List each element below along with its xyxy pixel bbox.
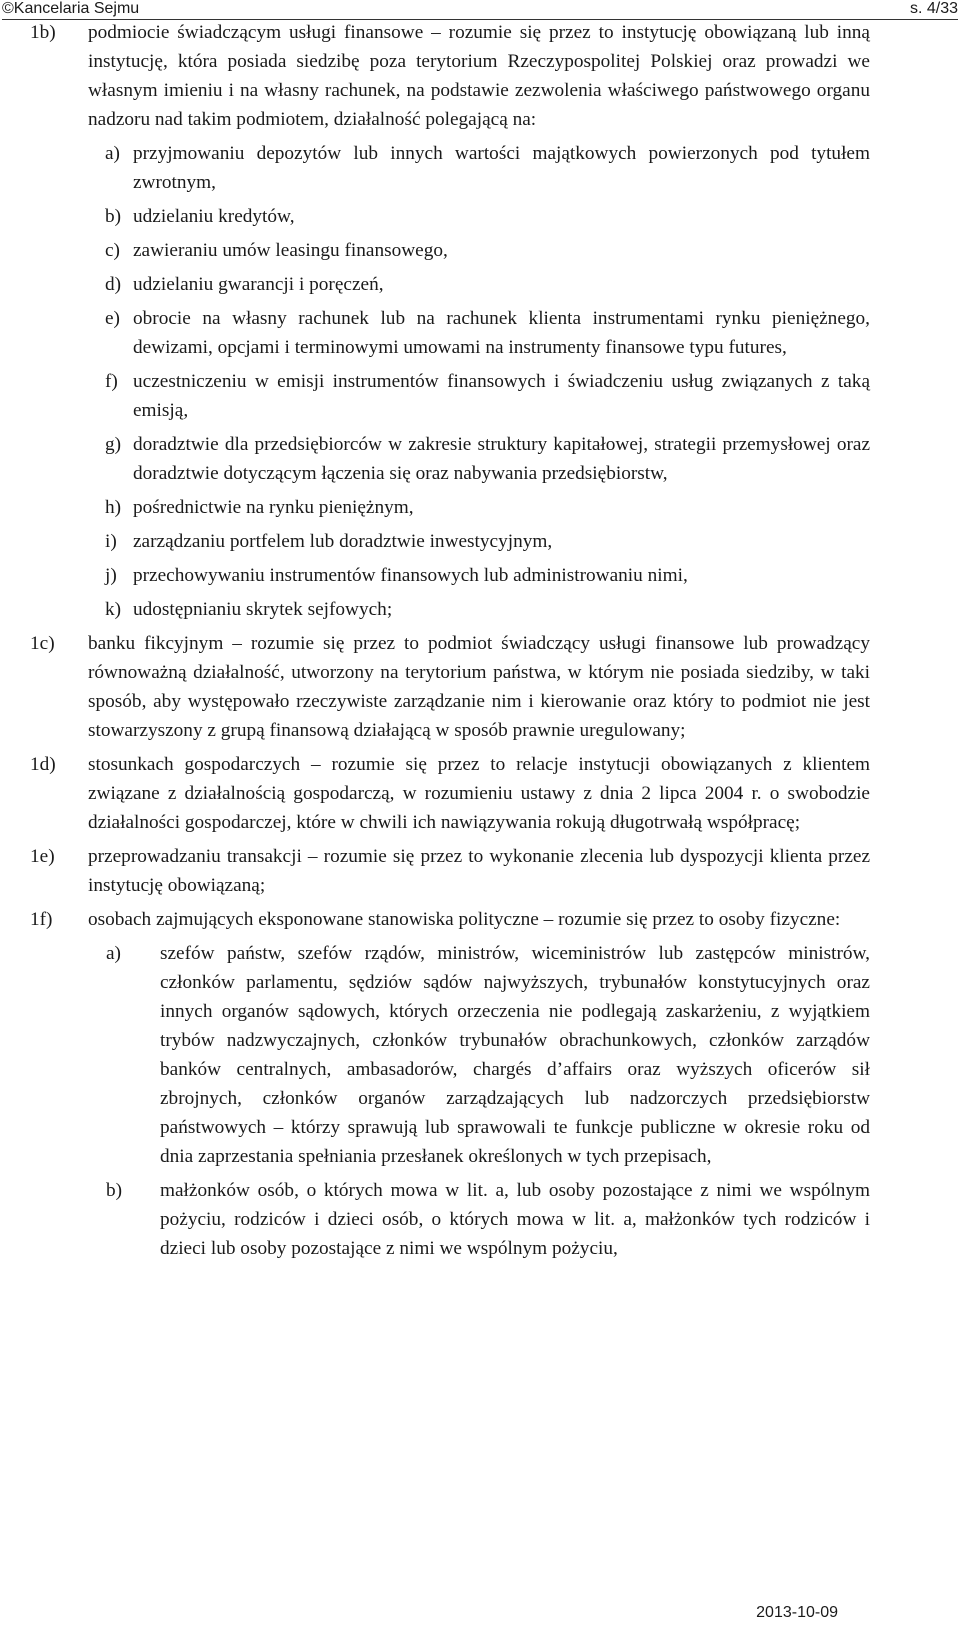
list-item-1b-b [30, 202, 870, 231]
definition-1d [30, 750, 870, 837]
footer-date: 2013-10-09 [756, 1604, 838, 1621]
list-item-label: h) [105, 497, 122, 518]
list-item-1b-e [30, 304, 870, 362]
list-item-label: d) [105, 274, 122, 295]
list-item-label: k) [105, 599, 122, 620]
list-item-label: i) [105, 531, 117, 552]
list-item-label: b) [106, 1180, 123, 1201]
list-item-1b-a [30, 139, 870, 197]
list-item-text: udostępnianiu skrytek sejfowych; [133, 599, 393, 620]
list-item-text: doradztwie dla przedsiębiorców w zakresie struktury kapitałowej, strategii przemysłowej oraz doradztwie dotyczącym łączenia się oraz nabywania przedsiębiorstw, [133, 434, 870, 484]
list-item-text: przechowywaniu instrumentów finansowych lub administrowaniu nimi, [133, 565, 688, 586]
definition-1c [30, 629, 870, 745]
list-item-text: udzielaniu gwarancji i poręczeń, [133, 274, 384, 295]
definition-1f [30, 905, 870, 934]
list-item-text: udzielaniu kredytów, [133, 206, 295, 227]
definition-label: 1b) [30, 22, 56, 43]
list-item-text: pośrednictwie na rynku pieniężnym, [133, 497, 414, 518]
definition-label: 1e) [30, 846, 55, 867]
list-item-label: g) [105, 434, 122, 455]
list-item-1b-d [30, 270, 870, 299]
page-header [2, 0, 958, 20]
list-item-text: zawieraniu umów leasingu finansowego, [133, 240, 448, 261]
list-item-text: zarządzaniu portfelem lub doradztwie inwestycyjnym, [133, 531, 553, 552]
definition-text: banku fikcyjnym – rozumie się przez to podmiot świadczący usługi finansowe lub prowadzący równoważną działalność, utworzony na terytorium państwa, w którym nie posiada siedziby, w taki sposób, aby występowało rzeczywiste zarządzanie nim i kierowanie oraz który to podmiot nie jest stowarzyszony z grupą finansową działającą w sposób prawnie uregulowany; [88, 633, 870, 741]
list-item-1b-f [30, 367, 870, 425]
list-item-1b-i [30, 527, 870, 556]
header-page-number: s. 4/33 [909, 0, 958, 17]
definition-text: przeprowadzaniu transakcji – rozumie się przez to wykonanie zlecenia lub dyspozycji klienta przez instytucję obowiązaną; [88, 846, 870, 896]
list-item-1b-k [30, 595, 870, 624]
list-item-text: szefów państw, szefów rządów, ministrów, wiceministrów lub zastępców ministrów, członków parlamentu, sędziów sądów najwyższych, trybunałów konstytucyjnych oraz innych organów sądowych, których orzeczenia nie podlegają zaskarżeniu, z wyjątkiem trybów nadzwyczajnych, członków trybunałów obrachunkowych, członków zarządów banków centralnych, ambasadorów, chargés d’affairs oraz wyższych oficerów sił zbrojnych, członków organów zarządzających lub nadzorczych przedsiębiorstw państwowych – którzy sprawują lub sprawowali te funkcje publiczne w okresie roku od dnia zaprzestania spełniania przesłanek określonych w tych przepisach, [160, 943, 870, 1167]
definition-text: podmiocie świadczącym usługi finansowe – rozumie się przez to instytucję obowiązaną lub inną instytucję, która posiada siedzibę poza terytorium Rzeczypospolitej Polskiej oraz prowadzi we własnym imieniu i na własny rachunek, na podstawie zezwolenia właściwego państwowego organu nadzoru nad takim podmiotem, działalność polegającą na: [88, 22, 870, 130]
list-item-1b-g [30, 430, 870, 488]
list-item-text: obrocie na własny rachunek lub na rachunek klienta instrumentami rynku pieniężnego, dewizami, opcjami i terminowymi umowami na instrumenty finansowe typu futures, [133, 308, 870, 358]
list-item-label: a) [105, 143, 120, 164]
list-item-label: b) [105, 206, 122, 227]
header-copyright: ©Kancelaria Sejmu [2, 0, 140, 17]
list-item-label: c) [105, 240, 120, 261]
list-item-text: uczestniczeniu w emisji instrumentów finansowych i świadczeniu usług związanych z taką emisją, [133, 371, 870, 421]
list-item-1b-j [30, 561, 870, 590]
definition-label: 1d) [30, 754, 56, 775]
list-item-label: e) [105, 308, 120, 329]
list-item-label: f) [105, 371, 118, 392]
list-item-label: a) [106, 943, 121, 964]
list-item-1b-h [30, 493, 870, 522]
list-item-text: małżonków osób, o których mowa w lit. a, lub osoby pozostające z nimi we wspólnym pożyciu, rodziców i dzieci osób, o których mowa w lit. a, małżonków tych rodziców i dzieci lub osoby pozostające z nimi we wspólnym pożyciu, [160, 1180, 870, 1259]
definition-1e [30, 842, 870, 900]
definition-text: stosunkach gospodarczych – rozumie się przez to relacje instytucji obowiązanych z klientem związane z działalnością gospodarczą, w rozumieniu ustawy z dnia 2 lipca 2004 r. o swobodzie działalności gospodarczej, które w chwili ich nawiązywania rokują długotrwałą współpracę; [88, 754, 870, 833]
list-item-text: przyjmowaniu depozytów lub innych wartości majątkowych powierzonych pod tytułem zwrotnym, [133, 143, 870, 193]
definition-1b [30, 18, 870, 134]
definition-label: 1c) [30, 633, 55, 654]
list-item-1b-c [30, 236, 870, 265]
definition-label: 1f) [30, 909, 53, 930]
document-body [30, 18, 870, 1268]
definition-text: osobach zajmujących eksponowane stanowiska polityczne – rozumie się przez to osoby fizyczne: [88, 909, 841, 930]
list-item-1f-a [30, 939, 870, 1171]
list-item-1f-b [30, 1176, 870, 1263]
list-item-label: j) [105, 565, 117, 586]
